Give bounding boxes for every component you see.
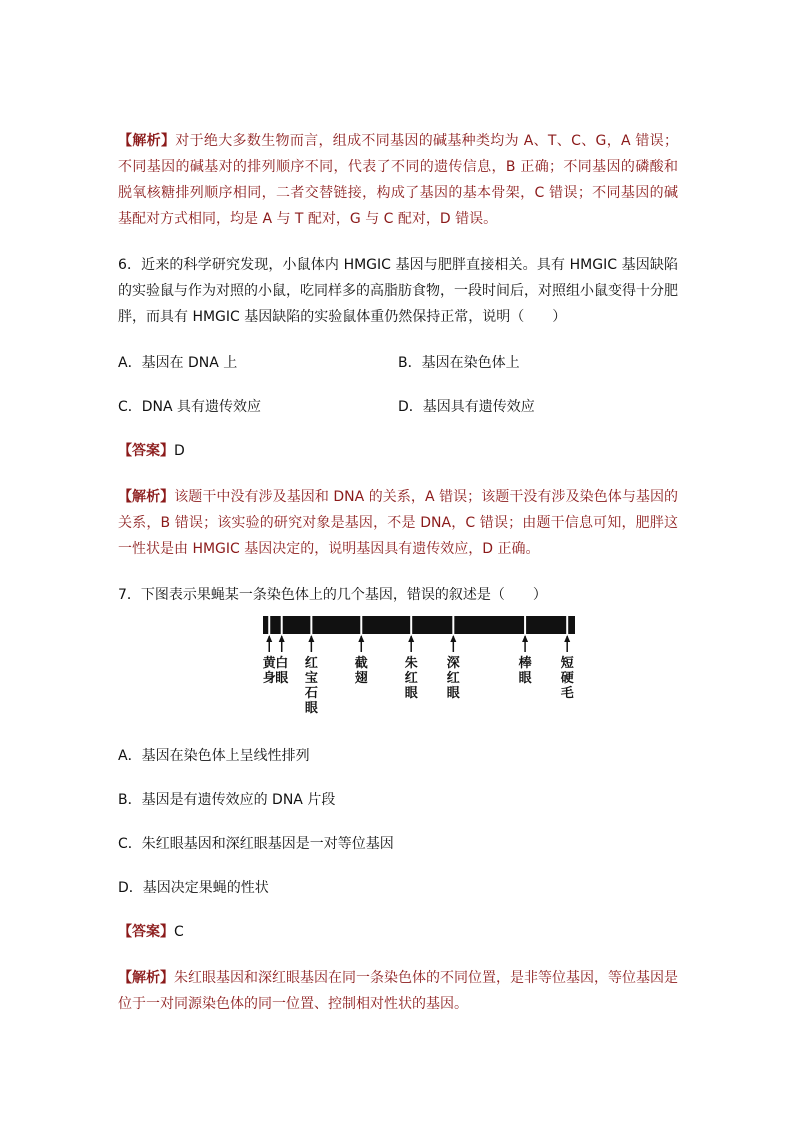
- analysis-tag: 【解析】: [118, 489, 175, 505]
- gene-label: 白眼: [275, 656, 289, 686]
- option-c: C．DNA 具有遗传效应: [118, 399, 262, 415]
- gene-label: 短硬毛: [560, 656, 574, 701]
- answer-tag: 【答案】: [118, 924, 174, 940]
- analysis-tag: 【解析】: [118, 133, 176, 149]
- answer-tag: 【答案】: [118, 443, 174, 459]
- gene-arrowhead: [450, 635, 456, 642]
- gene-label: 棒眼: [518, 656, 532, 686]
- chromosome-diagram: [118, 616, 678, 721]
- gene-arrowhead: [522, 635, 528, 642]
- chromosome-bar: [263, 616, 575, 634]
- analysis-q5: [118, 128, 678, 232]
- analysis-text: 对于绝大多数生物而言，组成不同基因的碱基种类均为 A、T、C、G，A 错误；不同基因的碱基对的排列顺序不同，代表了不同的遗传信息，B 正确；不同基因的磷酸和脱氧核糖排列顺序相同，二者交替链接，构成了基因的基本骨架，C 错误；不同基因的碱基配对方式相同，均是 A 与 T 配对，G 与 C 配对，D 错误。: [118, 133, 678, 227]
- gene-arrowhead: [308, 635, 314, 642]
- option-d: D．基因具有遗传效应: [398, 399, 535, 415]
- gene-arrowhead: [266, 635, 272, 642]
- question-7-analysis: [118, 965, 678, 1017]
- gene-arrowhead: [279, 635, 285, 642]
- option-b: B．基因在染色体上: [398, 355, 520, 371]
- question-7-answer: [118, 919, 678, 945]
- chromosome-figure: [118, 616, 678, 721]
- gene-label: 朱红眼: [404, 656, 418, 701]
- document-page: [118, 128, 678, 1037]
- answer-value: C: [174, 924, 184, 940]
- gene-label: 黄身: [262, 656, 276, 686]
- gene-label: 截翅: [354, 656, 368, 686]
- question-6-options-row2: [118, 394, 678, 420]
- analysis-text: 该题干中没有涉及基因和 DNA 的关系，A 错误；该题干没有涉及染色体与基因的关系，B 错误；该实验的研究对象是基因，不是 DNA，C 错误；由题干信息可知，肥胖这一性状是由 HMGIC 基因决定的，说明基因具有遗传效应，D 正确。: [118, 489, 679, 557]
- question-6-options-row1: [118, 350, 678, 376]
- question-6-analysis: [118, 484, 678, 562]
- gene-arrowhead: [358, 635, 364, 642]
- analysis-tag: 【解析】: [118, 970, 174, 986]
- q7-option-d: D．基因决定果蝇的性状: [118, 880, 269, 896]
- question-7-stem: 7．下图表示果蝇某一条染色体上的几个基因，错误的叙述是（ ）: [118, 587, 547, 603]
- gene-arrowhead: [564, 635, 570, 642]
- answer-value: D: [174, 443, 185, 459]
- q7-option-c: C．朱红眼基因和深红眼基因是一对等位基因: [118, 836, 394, 852]
- option-a: A．基因在 DNA 上: [118, 355, 238, 371]
- gene-arrowhead: [408, 635, 414, 642]
- gene-label: 红宝石眼: [304, 656, 318, 716]
- q7-option-a: A．基因在染色体上呈线性排列: [118, 748, 310, 764]
- gene-label: 深红眼: [446, 656, 460, 701]
- q7-option-b: B．基因是有遗传效应的 DNA 片段: [118, 792, 336, 808]
- analysis-text: 朱红眼基因和深红眼基因在同一条染色体的不同位置，是非等位基因，等位基因是位于一对同源染色体的同一位置、控制相对性状的基因。: [118, 970, 678, 1012]
- question-6-answer: [118, 438, 678, 464]
- question-6-stem: 6．近来的科学研究发现，小鼠体内 HMGIC 基因与肥胖直接相关。具有 HMGIC 基因缺陷的实验鼠与作为对照的小鼠，吃同样多的高脂肪食物，一段时间后，对照组小鼠变得十分肥胖，而具有 HMGIC 基因缺陷的实验鼠体重仍然保持正常，说明（ ）: [118, 257, 678, 325]
